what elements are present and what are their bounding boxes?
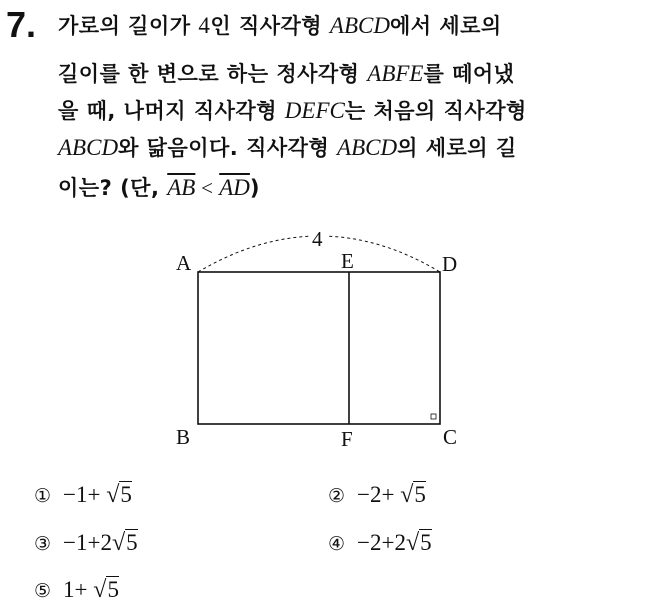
label-b: B (176, 425, 191, 449)
label-d: D (442, 252, 458, 276)
choice-prefix: −1+2 (63, 530, 112, 555)
choice-mark: ③ (34, 533, 52, 555)
less-than: < (195, 176, 220, 200)
text: 길이를 한 변으로 하는 정사각형 (58, 62, 368, 86)
radicand: 5 (120, 482, 132, 507)
choice-prefix: −1+ (63, 482, 107, 507)
math-abcd: ABCD (329, 13, 390, 38)
choice-mark: ⑤ (34, 580, 52, 602)
label-f: F (341, 427, 353, 451)
choice-prefix: 1+ (63, 577, 94, 602)
choice-2[interactable] (328, 482, 426, 509)
radicand: 5 (420, 530, 432, 555)
choice-3[interactable] (34, 530, 138, 557)
label-e: E (341, 249, 354, 273)
text: 가로의 길이가 (58, 14, 199, 38)
segment-ab: $\overline{AB}$ (167, 175, 196, 200)
math-abcd: ABCD (337, 135, 398, 160)
choice-prefix: −2+ (357, 482, 401, 507)
label-a: A (176, 251, 192, 275)
text: 이는? (단, (58, 176, 168, 200)
sqrt: √5 (406, 530, 432, 556)
question-number: 7. (6, 4, 37, 45)
rectangle-abcd (198, 272, 440, 424)
text: ) (249, 176, 260, 200)
radicand: 5 (126, 530, 138, 555)
text: 에서 세로의 (389, 14, 502, 38)
choice-mark: ① (34, 485, 52, 507)
sqrt: √5 (93, 577, 119, 603)
width-label: 4 (312, 227, 323, 251)
text: 을 때, 나머지 직사각형 (58, 99, 285, 123)
math-abcd: ABCD (58, 135, 119, 160)
sqrt: √5 (106, 482, 132, 508)
text: 를 떼어냈 (423, 62, 515, 86)
radicand: 5 (414, 482, 426, 507)
sqrt: √5 (112, 530, 138, 556)
text: 인 직사각형 (210, 14, 330, 38)
choice-mark: ② (328, 485, 346, 507)
choice-4[interactable] (328, 530, 432, 557)
choice-mark: ④ (328, 533, 346, 555)
right-angle-mark (431, 414, 436, 419)
sqrt: √5 (400, 482, 426, 508)
text: 는 처음의 직사각형 (344, 99, 527, 123)
width-value: 4 (198, 13, 211, 38)
radicand: 5 (107, 577, 119, 602)
text: 의 세로의 길 (397, 136, 517, 160)
segment-ad: $\overline{AD}$ (219, 175, 250, 200)
math-abfe: ABFE (367, 61, 424, 86)
math-defc: DEFC (284, 98, 345, 123)
choice-prefix: −2+2 (357, 530, 406, 555)
text: 와 닮음이다. 직사각형 (118, 136, 338, 160)
choice-1[interactable] (34, 482, 132, 509)
label-c: C (443, 425, 458, 449)
choice-5[interactable] (34, 577, 119, 604)
